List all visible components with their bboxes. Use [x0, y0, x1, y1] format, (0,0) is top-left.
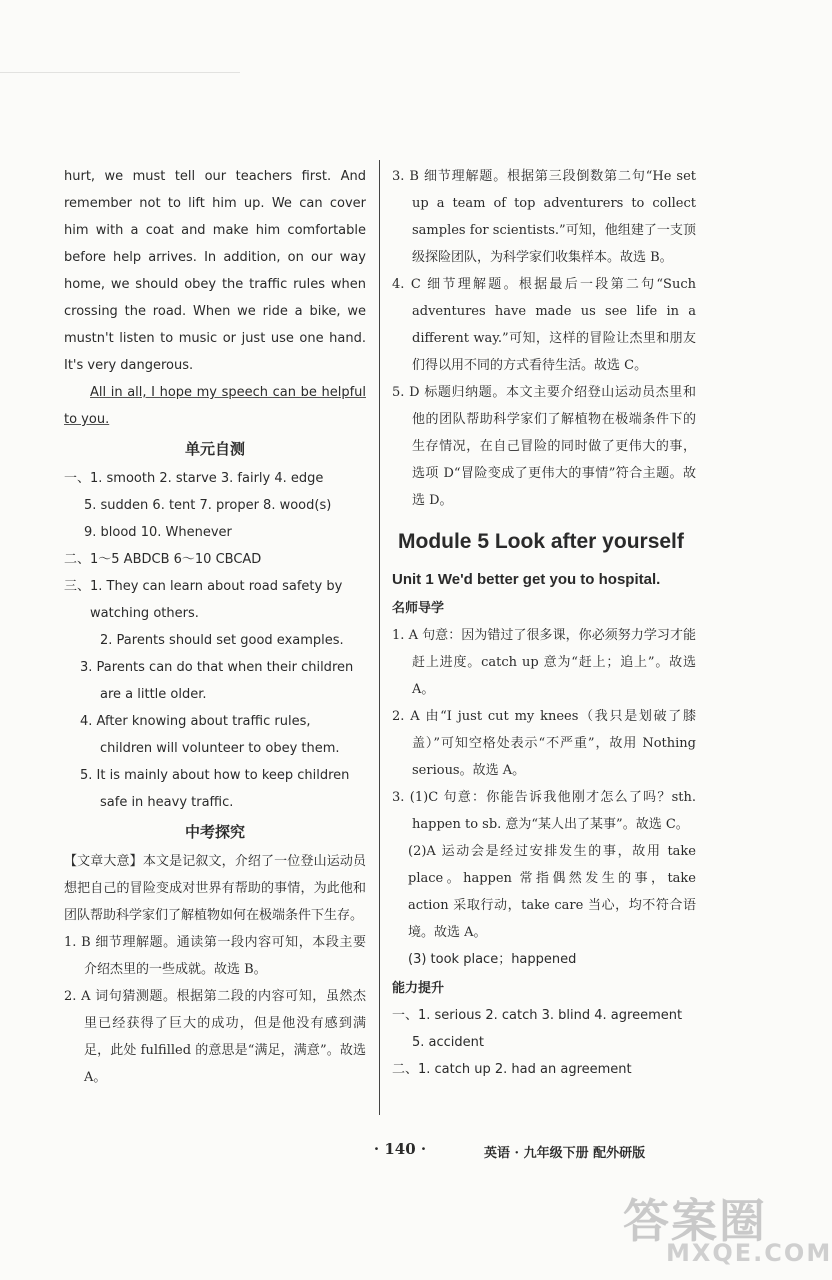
s1-row-1: 一、1. smooth 2. starve 3. fairly 4. edge: [64, 471, 324, 486]
subheading-guide: 名师导学: [392, 601, 445, 616]
answer-2: 2. A 词句猜测题。根据第二段的内容可知，虽然杰里已经获得了巨大的成功，但是他没有感到满足，此处 fulfilled 的意思是“满足，满意”。故选 A。: [64, 989, 366, 1085]
section-title-exam-study: 中考探究: [184, 823, 245, 841]
watermark-url-text: MXQE.COM: [666, 1239, 832, 1267]
right-column: [392, 163, 696, 1083]
answer-4: 4. C 细节理解题。根据最后一段第二句“Such adventures have made us see life in a different way.”可知，这样的冒险让杰里和朋友们得以用不同的方式看待生活。故选 C。: [392, 277, 696, 373]
answer-5: 5. D 标题归纳题。本文主要介绍登山运动员杰里和他的团队帮助科学家们了解植物在极端条件下的生存情况，在自己冒险的同时做了更伟大的事，选项 D“冒险变成了更伟大的事情”符合主题。故选 D。: [392, 385, 696, 508]
s3-item-1: 三、1. They can learn about road safety by watching others.: [64, 579, 343, 621]
guide-item-1: 1. A 句意：因为错过了很多课，你必须努力学习才能赶上进度。catch up 意为“赶上；追上”。故选 A。: [392, 628, 696, 697]
column-divider: [379, 160, 380, 1115]
module-title: Module 5 Look after yourself: [398, 530, 684, 553]
guide-item-2: 2. A 由“I just cut my knees（我只是划破了膝盖）”可知空格处表示“不严重”，故用 Nothing serious。故选 A。: [392, 709, 696, 778]
article-summary: 【文章大意】本文是记叙文，介绍了一位登山运动员想把自己的冒险变成对世界有帮助的事情，为此他和团队帮助科学家们了解植物如何在极端条件下生存。: [64, 854, 366, 923]
page-number: · 140 ·: [373, 1140, 427, 1158]
ability-row-2: 5. accident: [412, 1035, 484, 1050]
speech-paragraph-2: All in all, I hope my speech can be helpful to you.: [64, 385, 366, 427]
left-column: [64, 163, 366, 1091]
answer-1: 1. B 细节理解题。通读第一段内容可知，本段主要介绍杰里的一些成就。故选 B。: [64, 935, 366, 977]
watermark-top-text: 答案圈: [623, 1194, 767, 1248]
s1-row-3: 9. blood 10. Whenever: [84, 525, 232, 540]
section-title-unit-test: 单元自测: [184, 440, 245, 458]
unit-title: Unit 1 We'd better get you to hospital.: [392, 571, 661, 588]
guide-item-3: 3. (1)C 句意：你能告诉我他刚才怎么了吗？sth. happen to sb. 意为“某人出了某事”。故选 C。: [392, 790, 696, 832]
s3-item-4: 4. After knowing about traffic rules, children will volunteer to obey them.: [80, 714, 340, 756]
ability-row-1: 一、1. serious 2. catch 3. blind 4. agreement: [392, 1008, 683, 1023]
top-rule: [0, 72, 240, 73]
s3-item-2: 2. Parents should set good examples.: [100, 633, 344, 648]
s3-item-3: 3. Parents can do that when their children are a little older.: [80, 660, 354, 702]
s1-row-2: 5. sudden 6. tent 7. proper 8. wood(s): [84, 498, 332, 513]
book-title: 英语 · 九年级下册 配外研版: [484, 1146, 646, 1161]
subheading-ability: 能力提升: [392, 981, 445, 996]
s3-item-5: 5. It is mainly about how to keep children safe in heavy traffic.: [80, 768, 350, 810]
guide-item-3-3: (3) took place；happened: [408, 952, 577, 967]
watermark-logo: [620, 1185, 832, 1270]
s2-row: 二、1～5 ABDCB 6～10 CBCAD: [64, 552, 262, 567]
guide-item-3-2: (2)A 运动会是经过安排发生的事，故用 take place。happen 常指偶然发生的事，take action 采取行动，take care 当心，均不符合语境。故选 A。: [408, 844, 696, 940]
ability-row-3: 二、1. catch up 2. had an agreement: [392, 1062, 632, 1077]
speech-paragraph-1: hurt, we must tell our teachers first. And remember not to lift him up. We can cover him with a coat and make him comfortable before help arrives. In addition, on our way home, we should obey the traffic rules when crossing the road. When we ride a bike, we mustn't listen to music or just use one hand. It's very dangerous.: [64, 169, 366, 373]
answer-3: 3. B 细节理解题。根据第三段倒数第二句“He set up a team of top adventurers to collect samples for scientists.”可知，他组建了一支顶级探险团队，为科学家们收集样本。故选 B。: [392, 169, 696, 265]
